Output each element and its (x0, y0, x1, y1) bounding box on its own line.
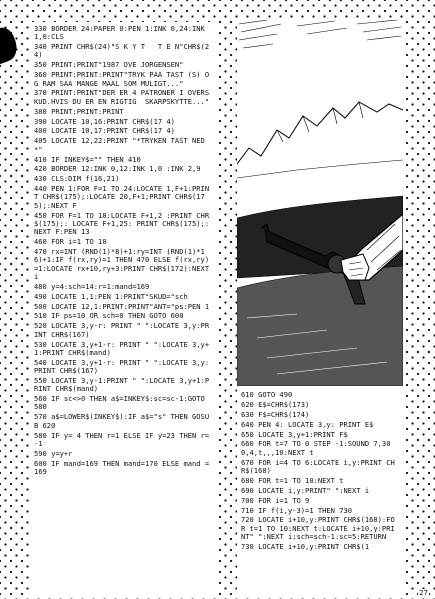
sky-hatching (239, 20, 401, 48)
code-line: 390 LOCATE 10,16:PRINT CHR$(17 4) (34, 116, 175, 126)
code-line: 380 PRINT:PRINT:PRINT (34, 106, 124, 116)
code-line: 450 FOR F=1 TO 18:LOCATE F+1,2 :PRINT CHR$(175);: LOCATE F+1,25: PRINT CHR$(175);:NEXT F:PEN 13 (34, 210, 210, 237)
code-line: 640 PEN 4: LOCATE 3,y: PRINT E$ (241, 419, 374, 429)
code-line: 550 LOCATE 3,y-1:PRINT " ":LOCATE 3,y+1:PRINT CHR$(mand) (34, 375, 210, 394)
code-line: 400 LOCATE 10,17:PRINT CHR$(17 4) (34, 126, 175, 136)
code-line: 670 FOR i=4 TO 6:LOCATE i,y:PRINT CHR$(168) (241, 457, 395, 475)
code-line: 680 FOR t=1 TO 10:NEXT t (241, 475, 344, 485)
mountain-range (237, 102, 403, 164)
code-line: 460 FOR i=1 TO 10 (34, 237, 107, 247)
code-line: 410 IF INKEY$="" THEN 410 (34, 154, 141, 164)
shaded-terrain (237, 160, 403, 386)
black-corner-mark (0, 25, 21, 66)
code-line: 590 y=y+r (34, 448, 73, 458)
code-line: 620 E$=CHR$(173) (241, 399, 310, 409)
code-line: 405 LOCATE 12,22:PRINT "*TRYKEN TAST NED*" (34, 136, 205, 154)
code-line: 480 y=4:sch=14:r=1:mand=169 (34, 281, 150, 291)
code-line: 580 IF y= 4 THEN r=1 ELSE IF y=23 THEN r=-1 (34, 430, 210, 448)
code-line: 660 FOR t=7 TO 0 STEP -1:SOUND 7,300,4,t,,,10:NEXT t (241, 439, 391, 457)
code-line: 650 LOCATE 3,y+1:PRINT F$ (241, 429, 348, 439)
code-line: 440 PEN 1:FOR F=1 TO 24:LOCATE 1,F+1:PRINT CHR$(175);:LOCATE 20,F+1;PRINT CHR$(175);:NEXT F (34, 184, 210, 210)
code-line: 540 LOCATE 3,y+1-r: PRINT " ":LOCATE 3,y:PRINT CHR$(167) (34, 357, 210, 376)
code-line: 560 IF sc<>0 THEN a$=INKEY$:sc=sc-1:GOTO 580 (34, 394, 210, 412)
code-line: 530 LOCATE 3,y+1-r: PRINT " ":LOCATE 3,y+1:PRINT CHR$(mand) (34, 339, 210, 357)
code-line: 730 LOCATE i+10,y:PRINT CHR$(1 (241, 541, 370, 551)
code-line: 520 LOCATE 3,y-r: PRINT " ":LOCATE 3,y:PRINT CHR$(167) (34, 321, 210, 339)
code-line: 690 LOCATE i,y:PRINT" ":NEXT i (241, 485, 370, 495)
code-line: 350 PRINT:PRINT"1987 OVE JORGENSEN" (34, 60, 184, 70)
code-line: 370 PRINT:PRINT"DER ER 4 PATRONER I OVERSKUD.HVIS DU ER EN RIGTIG SKARPSKYTTE..." (34, 88, 210, 106)
gunslinger-illustration (237, 18, 403, 386)
code-line: 720 LOCATE i+10,y:PRINT CHR$(168):FOR t=1 TO 10:NEXT t:LOCATE i+10,y:PRINT" ":NEXT i:sch=sch-1:sc=5:RETURN (241, 515, 395, 541)
code-listing-right-column (237, 388, 403, 596)
code-line: 430 CLS:DIM f(16,21) (34, 174, 120, 184)
code-line: 630 F$=CHR$(174) (241, 409, 310, 419)
code-line: 360 PRINT:PRINT:PRINT"TRYK PAA TAST (S) OG RAM SAA MANGE MAAL SOM MULIGT..." (34, 70, 210, 88)
code-line: 700 FOR i=1 TO 9 (241, 495, 310, 505)
page-number: 27 (419, 589, 428, 597)
code-listing-left-column (30, 22, 216, 596)
code-line: 490 LOCATE 1,1:PEN 1:PRINT"SKUD="sch (34, 291, 188, 301)
code-line: 600 IF mand=169 THEN mand=170 ELSE mand = 169 (34, 458, 214, 476)
code-line: 420 BORDER 12:INK 0,12:INK 1,0 :INK 2,9 (34, 164, 201, 174)
code-line: 500 LOCATE 12,1:PRINT:PRINT"ANT="ps:PEN 1 (34, 301, 210, 311)
code-line: 510 IF ps=10 OR sch=0 THEN GOTO 600 (34, 311, 184, 321)
code-line: 610 GOTO 490 (241, 390, 293, 399)
code-line: 570 a$=LOWER$(INKEY$):IF a$="s" THEN GOSUB 620 (34, 412, 210, 430)
code-line: 330 BORDER 24:PAPER 0:PEN 1:INK 0,24:INK 1,0:CLS (34, 24, 210, 42)
code-line: 710 IF f(i,y-3)=1 THEN 730 (241, 505, 353, 515)
code-line: 340 PRINT CHR$(24)"S K Y T T E N"CHR$(24) (34, 42, 210, 60)
code-line: 470 rx=INT (RND(1)*8)+1:ry=INT (RND(1)*16)+1:IF f(rx,ry)=1 THEN 470 ELSE f(rx,ry)=1:LOCATE rx+10,ry+3:PRINT CHR$(172):NEXT i (34, 247, 214, 281)
